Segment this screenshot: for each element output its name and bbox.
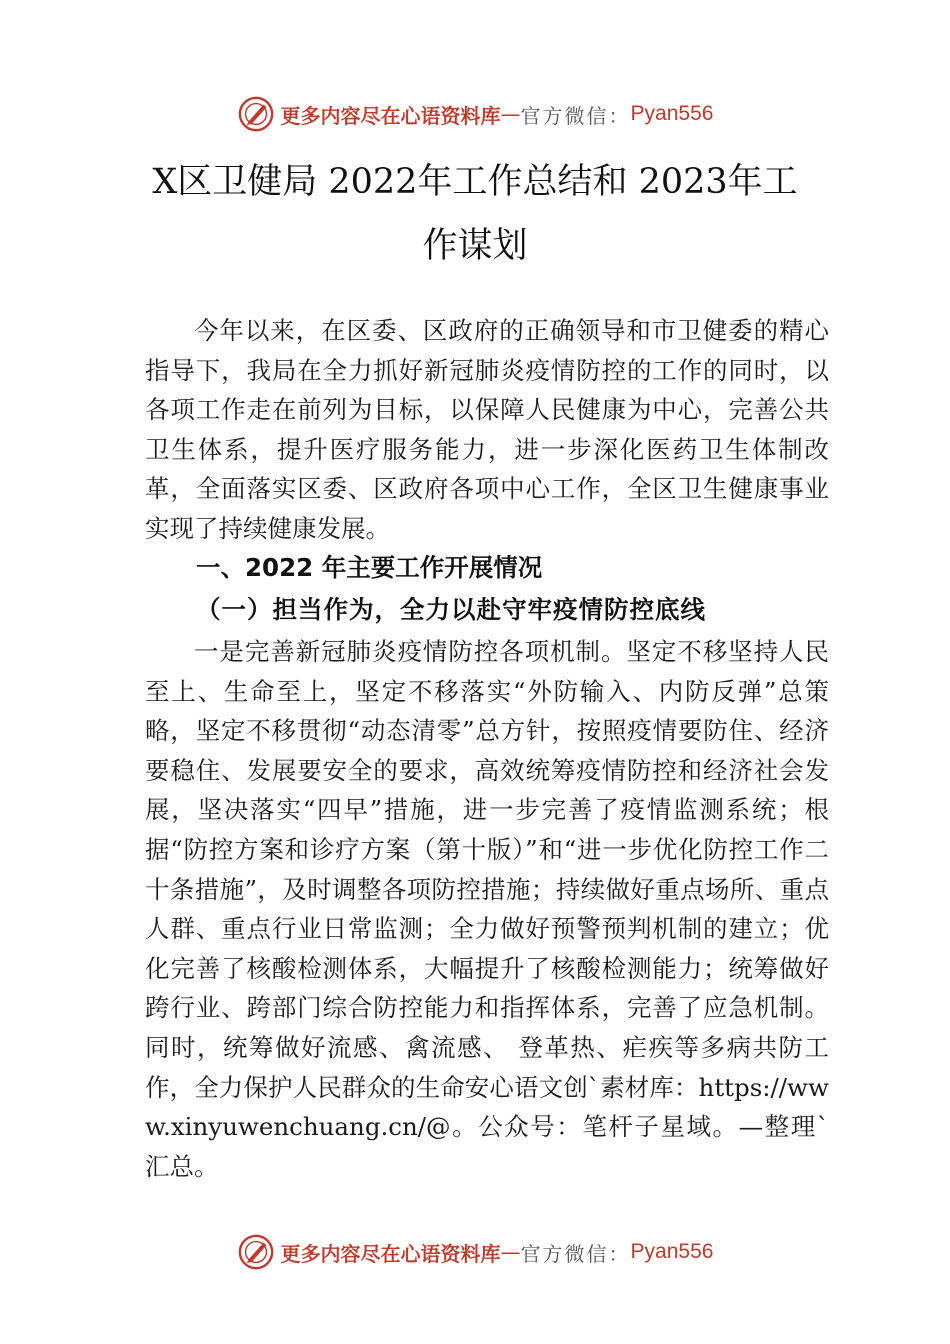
banner-brand-text: 更多内容尽在心语资料库	[280, 103, 501, 128]
banner-separator: —	[500, 1240, 521, 1264]
main-section	[145, 632, 829, 1186]
header-banner	[0, 92, 950, 136]
brand-logo-icon	[237, 1233, 275, 1271]
banner-wechat-id: Pyan556	[630, 1240, 714, 1263]
brand-logo-icon	[237, 95, 275, 133]
subsection-heading: （一）担当作为，全力以赴守牢疫情防控底线	[196, 595, 706, 624]
banner-separator: —	[500, 102, 521, 126]
banner-wechat-label: 官方微信：	[520, 1241, 631, 1266]
document-title: X区卫健局 2022年工作总结和 2023年工作谋划	[152, 162, 798, 266]
banner-wechat-label: 官方微信：	[520, 103, 631, 128]
main-paragraph: 一是完善新冠肺炎疫情防控各项机制。坚定不移坚持人民至上、生命至上，坚定不移落实“外防输入、内防反弹”总策略，坚定不移贯彻“动态清零”总方针，按照疫情要防住、经济要稳住、发展要安全的要求，高效统筹疫情防控和经济社会发展，坚决落实“四早”措施，进一步完善了疫情监测系统；根据“防控方案和诊疗方案（第十版）”和“进一步优化防控工作二十条措施”，及时调整各项防控措施；持续做好重点场所、重点人群、重点行业日常监测；全力做好预警预判机制的建立；优化完善了核酸检测体系，大幅提升了核酸检测能力；统筹做好跨行业、跨部门综合防控能力和指挥体系，完善了应急机制。同时，统筹做好流感、禽流感、 登革热、疟疾等多病共防工作，全力保护人民群众的生命安心语文创`素材库：https://www.xinyuwenchuang.cn/@。公众号：笔杆子星域。—整理`汇总。	[145, 637, 829, 1181]
section-heading: 一、2022 年主要工作开展情况	[196, 553, 543, 582]
intro-paragraph: 今年以来，在区委、区政府的正确领导和市卫健委的精心指导下，我局在全力抓好新冠肺炎疫情防控的工作的同时，以各项工作走在前列为目标，以保障人民健康为中心，完善公共卫生体系，提升医疗服务能力，进一步深化医药卫生体制改革，全面落实区委、区政府各项中心工作，全区卫生健康事业实现了持续健康发展。	[145, 316, 829, 543]
footer-banner	[0, 1230, 950, 1274]
intro-section	[145, 311, 829, 549]
banner-wechat-id: Pyan556	[630, 102, 714, 125]
banner-brand-text: 更多内容尽在心语资料库	[280, 1241, 501, 1266]
